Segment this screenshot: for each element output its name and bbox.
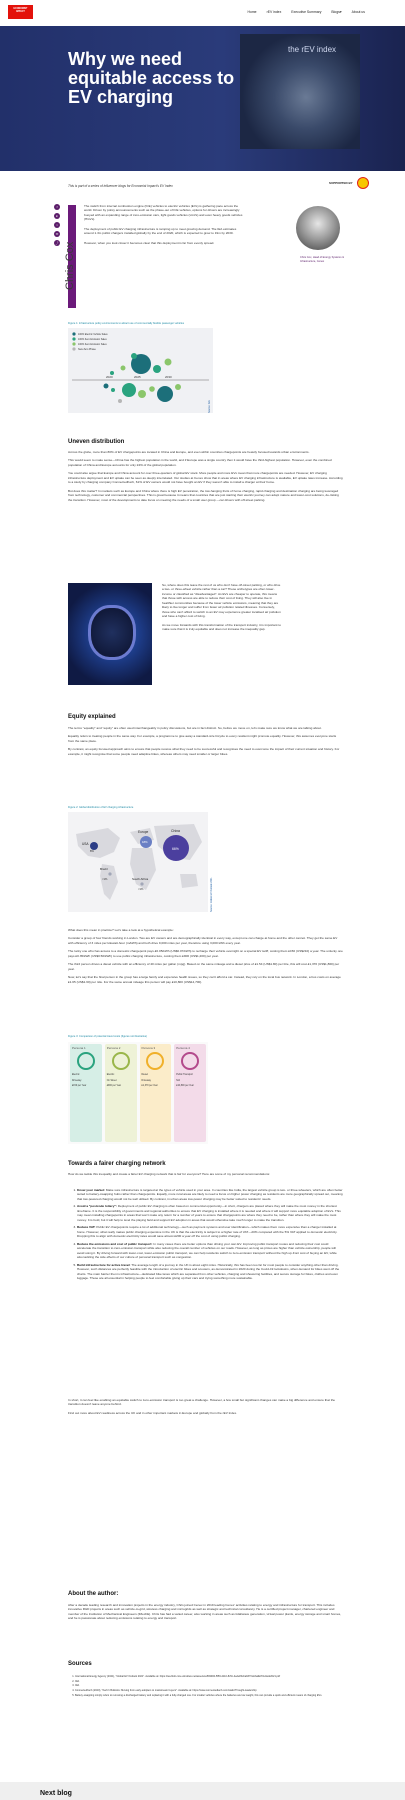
persona-card [174, 1044, 206, 1142]
site-header [0, 0, 405, 26]
list-item-title: Reduce VAT: [77, 1225, 96, 1230]
intro-text [84, 204, 244, 250]
legend-swatch-2 [72, 337, 75, 340]
region-bubble-south-africa [140, 882, 143, 885]
share-bar [54, 204, 60, 246]
author-name: Chris Cox [64, 241, 76, 290]
paragraph: By contrast, an equity focused approach aims to ensure that people receive what they need to be successful and recognises the need to overcome the impact of their current situation and history. For example, it might recognise that some people need adaptive bikes, whereas others may need smaller or larger bikes. [68, 747, 340, 756]
equity-text [68, 726, 343, 760]
persona-cost: £900 per Year [106, 1085, 122, 1087]
bubble [122, 383, 136, 397]
region-share-china: 66% [172, 847, 179, 851]
paragraph: After a decade leading research and innovation projects in the energy industry, Chris joined Cenex in 2019 leading Cenex' activities relating to energy and infrastructure for transport. This includes innovative R&D projects in areas such as vehicle-to-grid, wireless charging and microgrids as well as strategic and technical consultancy. He is a certified project manager, chartered engineer and member of the Institution of Mechanical Engineers (IMechE). Chris has had a varied career, also working in areas such as tidal/wave generation, virtual power plants, energy storage and smart homes, and he is passionate about reducing emissions relating to energy and transport. [68, 1603, 342, 1621]
economist-impact-logo[interactable] [8, 5, 33, 19]
list-item-text: Public EV chargepoints require a lot of additional technology—such as payment systems and user identification—which makes them more expensive than a charger installed at home. However, what really makes public charging expensive in the UK is that the electricity is subject to a higher rate of VAT—20% compared with the 5% VAT applied to domestic electricity. Dropping this to align with domestic electricity rates would save almost £200 a year off the cost of using public charging. [77, 1225, 338, 1239]
facebook-icon[interactable]: f [54, 204, 60, 210]
region-label-brazil: Brazil [100, 867, 108, 871]
source-item[interactable]: 4. ConnectedKerb (2020), "Kerb'n Bollocks: Moving from early adopters to mainstream buyers". Available at: https://www.connectedkerb.com/static/Thought-leadership [75, 1689, 343, 1693]
bubble [138, 390, 146, 398]
legend-swatch-1 [72, 332, 75, 335]
paragraph: Across the globe, more than 80% of EV chargepoints are located in China and Europe, and even within countries chargepoints are heavily focused towards urban environments. [68, 450, 310, 454]
paragraph: In short, it can feel like enabling an equitable switch to zero-emission transport is too great a challenge. However, a few small but significant changes can make a big difference and ensure that the transition doesn't leave anyone behind. [68, 1398, 336, 1407]
heading-sources: Sources [68, 1661, 92, 1667]
nav-about-us[interactable]: About us [351, 10, 365, 14]
bubble [121, 366, 126, 371]
persona-label: Persona 3 [141, 1046, 156, 1050]
persona-parking: Driveway [72, 1079, 82, 1082]
share-icon[interactable]: ⤴ [55, 241, 59, 245]
paragraph: The third person drives a diesel vehicle with an efficiency of 40 miles per gallon (mpg). Based on the same mileage and a diesel price of £1.54 (US$1.80) per litre, this will cost £1,370 (US$1,860) per year. [68, 962, 340, 971]
legend-swatch-4 [72, 347, 75, 350]
region-share-europe: 18% [142, 840, 148, 844]
persona-label: Persona 4 [176, 1046, 190, 1050]
region-share-brazil: <1% [102, 878, 108, 881]
nav-rev-index[interactable]: rEV index [266, 10, 282, 14]
persona-vehicle: Electric [72, 1074, 80, 1077]
persona-label: Persona 2 [106, 1046, 121, 1050]
nav-blogs[interactable] [331, 10, 341, 15]
region-label-europe: Europe [138, 830, 149, 834]
bubble [149, 386, 155, 392]
region-share-south-africa: <1% [138, 888, 144, 891]
figure2-title: Figure 2: Global distribution of EV charging infrastructure [68, 806, 134, 809]
paragraph: So, where does this leave the rest of us who don't have off-street parking, or who drive a two- or three-wheel vehicle rather than a car? These archetypes are often lower-income or classified as "disadvantaged". As EVs are cheaper to operate, this means that those with access are able to reduce their cost of living. They will also live in healthier communities because of the lower vehicle emissions, meaning that they are likely to live longer and suffer from fewer air pollution related illnesses. Conversely, those who can't afford to switch to an EV may experience greater localised air pollution and have a higher cost of living. [162, 583, 281, 619]
bubble [157, 386, 173, 402]
persona-parking: N/A [176, 1079, 181, 1082]
landmass-australia [180, 874, 198, 888]
linkedin-icon[interactable]: in [55, 214, 59, 218]
series-note: This is part of a series of influencer blogs for Economist Impact's EV Index [68, 184, 173, 188]
persona-cost: £150 per Year [72, 1085, 87, 1087]
heading-fairer-network: Towards a fairer charging network [68, 1161, 166, 1167]
rev-index-label: the rEV index [288, 45, 337, 54]
region-label-usa: USA [82, 842, 89, 846]
figure1-title: Figure 1: Infrastructure policy environments to attract use of commercially flexible passenger vehicles [68, 322, 185, 325]
persona-card [140, 1044, 172, 1142]
persona-icon [112, 1052, 130, 1070]
paragraph: What does this mean in practice? Let's take a look at a hypothetical example: [68, 928, 174, 932]
logo-line2: IMPACT [16, 10, 25, 13]
region-bubble-usa [90, 842, 98, 850]
figure1-svg [68, 328, 213, 413]
legend-swatch-3 [72, 342, 75, 345]
source-item: 2. Ibid. [75, 1680, 343, 1684]
persona-parking: Driveway [141, 1079, 151, 1082]
nav-blogs-label: Blogs [331, 10, 340, 14]
main-nav [248, 10, 365, 15]
region-label-south-africa: South Africa [132, 877, 149, 881]
list-item [77, 1204, 343, 1222]
year-label: 2025 [134, 375, 141, 379]
legend-label-1: 100% Electric Vehicle Sales [78, 333, 108, 336]
heading-equity-explained: Equity explained [68, 714, 116, 720]
bubble [118, 399, 122, 403]
list-item-text: The average length of a journey in the UK is about eight miles. Historically, this has been too far for most people to consider anything other than driving. However, such distances are perfectly feasible with the introduction of electric bikes and scooters, as demonstrated in 2020 during the Covid-19 lockdowns, when demand for bikes went off the charts. The main barrier then is infrastructure—dedicated bike lanes which are separated from other vehicles, charging and showering facilities, and secure storage for bikes, clothes and even luggage. These are all essential in helping people to feel comfortable giving up their cars and trying something more sustainable. [77, 1262, 340, 1281]
legend-label-2: 100% Zero Emission Sales [78, 338, 107, 341]
figure1-chart [68, 328, 213, 413]
chevron-down-icon: ▾ [339, 10, 342, 14]
paragraph: Consider a group of four friends working in London. Two are EV owners and are demographically identical in every way, except one can charge at home and the other cannot. They get the same EV with efficiency of 3 miles per kilowatt-hour (m/kWh) and both drive 9,000 miles per year, therefore using 3,000 kWh every year. [68, 936, 338, 945]
example-text [68, 928, 343, 988]
charger-socket-graphic [88, 605, 136, 660]
persona-icon [77, 1052, 95, 1070]
year-label: 2030 [165, 375, 172, 379]
persona-icon [181, 1052, 199, 1070]
bubble [175, 384, 181, 390]
paragraph: Equality refers to treating people in the same way. For example, a programme to give away a standard-size bicycle to every resident might promote equality. However, this assumes everyone starts from the same place. [68, 734, 337, 743]
persona-vehicle: Public Transport [176, 1074, 193, 1077]
uneven-text [68, 450, 343, 506]
year-label: 2020 [106, 375, 113, 379]
logo-line1: ECONOMIST [13, 8, 28, 10]
legend-label-3: 100% Zero Emission Sales [78, 343, 107, 346]
persona-cost: £1,370 per Year [141, 1085, 158, 1087]
author-caption: Chris Cox, Head of Energy Systems & Infrastructure, Cenex [300, 256, 344, 263]
heading-about-author: About the author: [68, 1591, 119, 1597]
region-label-china: China [171, 829, 180, 833]
bubble [165, 359, 172, 366]
fairer-conclusion [68, 1398, 343, 1419]
persona-icon [146, 1052, 164, 1070]
figure3-title: Figure 3: Comparison of potential travel costs (figures not illustrative) [68, 1035, 147, 1038]
author-avatar [296, 206, 340, 250]
world-map [68, 812, 208, 912]
intro-para: The switch from internal combustion engine (ICE) vehicles to electric vehicles (EVs) is gathering pace across the world. Driven by policy announcements such as the phase-out of ICE vehicles, options for drivers are increasingly buoyed with an expanding range of zero-emission cars, light goods vehicles (LGVs) and even heavy goods vehicles (HGVs). [84, 204, 243, 222]
persona-cost: £10,800 per Year [176, 1085, 194, 1087]
intro-para: However, when you look closer it becomes clear that this deployment is far from evenly spread. [84, 240, 215, 245]
nav-home[interactable]: Home [247, 10, 257, 14]
source-item: 5. Battery-swapping simply refers to removing a discharged battery and replacing it with a fully-charged one. For smaller vehicles where the batteries are low weight, this can provide a quick and efficient means of charging EVs. [75, 1694, 343, 1698]
list-item-title: Know your market: [77, 1188, 106, 1192]
region-bubble-brazil [108, 872, 111, 875]
paragraph: You could also argue that Europe and China account for over three-quarters of global EV stock. More people and more EVs mean that more chargepoints are needed. However, EV charging infrastructure deployment and EV uptake can be seen as deeply interrelated. Our studies at Cenex show that in areas where EV charging infrastructure is available, EV uptake rates increase. According to a study by charging company ConnectedKerb, 61% of EV owners would not have bought an EV if they weren't able to install a charger at their home. [68, 471, 343, 485]
list-item [77, 1225, 343, 1238]
persona-label: Persona 1 [72, 1046, 86, 1050]
paragraph: The terms "equality" and "equity" are often used interchangeably in policy discussions, but are in fact distinct. So, before we move on, let's make sure we know what we are talking about. [68, 726, 322, 730]
list-item-text: Make sure infrastructure is targeted at the types of vehicle used in your area. In countries like India, the largest vehicle group is two- or three-wheelers, which are often better suited to battery-swapping hubs rather than chargepoints. Equally, more rural areas are likely to need a focus on higher power charging as residents are more geographically spread out, meaning that low-powered charging would not be well utilised. By contrast, in urban areas low-power charging may be better suited to residents' needs. [77, 1188, 343, 1201]
paragraph: This would seem to make sense—China has the highest population in the world, and if Europe was a single country then it would have the third-highest population. However, even the combined population of China and Europe accounts for only 24% of the global population. [68, 458, 332, 467]
paragraph: Find out more about EV readiness across the UK and in other important markets in Europe and globally from the rEV Index. [68, 1410, 238, 1415]
map-svg [68, 812, 208, 912]
list-item [77, 1242, 343, 1260]
figure2-source: Source: Global EV Outlook 2021 [210, 877, 213, 912]
inequality-text [162, 583, 282, 636]
figure1-source: Source: IEA [208, 400, 211, 413]
list-item-text: Deployment of public EV charging is often based on commercial opportunity—in short, chargers are placed where they will make the most money in the shortest timeframe. It is the responsibility of governments and regional authorities to ensure that EV charging is installed where it is needed and where it will support more equitable adoption of EVs. This may mean installing chargepoints in areas that won't make any return for a number of years to ensure that chargepoints are where they need to be, rather than where they will make the most money. It is bold, but it will help to level the playing field and support EV adoption in areas that would otherwise take much longer to make the transition. [77, 1204, 341, 1222]
paragraph: As we move forwards with this transformation of the transport industry, it is important to make sure that it is truly equitable and does not increase the inequality gap. [162, 622, 281, 632]
bubble [153, 365, 161, 373]
next-blog-heading: Next blog [40, 1790, 72, 1797]
persona-vehicle: Electric [106, 1074, 115, 1077]
bubble [131, 353, 137, 359]
paragraph: The lucky one who has access to a domestic chargepoint pays £0.05/kWh (US$0.07/kWh) to recharge their vehicle overnight on a special EV tariff, costing them £150 (US$210) a year. The unlucky one pays £0.35/kWh (US$0.50/kWh) to use public charging infrastructure, costing them £900 (US$1,200) per year. [68, 949, 343, 958]
fairer-intro [68, 1172, 343, 1180]
list-item [77, 1263, 343, 1281]
persona-parking: On Street [106, 1079, 117, 1082]
persona-comparison [68, 1042, 208, 1144]
page-title: Why we need equitable access to EV charging [68, 49, 235, 107]
about-text [68, 1603, 343, 1625]
list-item-title: Reduce the emissions and cost of public transport: [77, 1241, 153, 1246]
hero-banner [0, 26, 405, 171]
nav-executive-summary[interactable]: Executive Summary [291, 10, 322, 14]
persona-card [70, 1044, 102, 1142]
sources-list [68, 1675, 343, 1698]
source-item[interactable]: 1. International Energy Agency (2021), "Global EV Outlook 2021". Available at: https://iea.blob.core.windows.net/assets/ed5f4484-f556-4110-8c5c-4ede8bcba637/GlobalEVOutlook2021.pdf [75, 1675, 343, 1679]
email-icon[interactable]: ✉ [55, 232, 59, 236]
recommendations-list [68, 1188, 343, 1284]
bubble [104, 384, 109, 389]
persona-card [105, 1044, 137, 1142]
shell-logo[interactable] [357, 177, 369, 189]
legend-label-4: New Zero Phase [78, 348, 96, 351]
bubble [110, 371, 114, 375]
list-item-title: Avoid a "postcode lottery": [77, 1204, 117, 1209]
list-item-title: Build infrastructure for active travel: [77, 1262, 131, 1267]
region-share-usa: 8% [90, 850, 94, 853]
paragraph: How do we tackle this inequality and create a fairer EV charging network that is fair for everyone? Here are some of my personal recommendations: [68, 1172, 271, 1176]
list-item [77, 1188, 343, 1201]
twitter-icon[interactable]: t [54, 222, 60, 228]
paragraph: Now, let's say that the final person in the group has a large family and expensive health issues, so they can't afford a car. Instead, they rely on the local bus network. In London, a bus costs on average £1.65 (US$1.60) per ride. For the same annual mileage this person will pay £10,800 (US$14,700). [68, 975, 341, 984]
heading-uneven-distribution: Uneven distribution [68, 439, 125, 445]
persona-vehicle: Diesel [141, 1074, 148, 1077]
bubble [111, 388, 115, 392]
source-item: 3. Ibid. [75, 1684, 343, 1688]
intro-para: The deployment of public EV charging infrastructure is ramping up to meet growing demand. The IEA estimates around 1.3m public chargers installed globally by the end of 2020, which is expected to grow to 19m by 2030. [84, 226, 237, 236]
supported-by-label: SUPPORTED BY [329, 181, 353, 185]
paragraph: But does this matter? In markets such as Europe and China where there is high EV penetration, the low-hanging fruits of home charging, rapid charging and destination charging are being leveraged from technology, customer and commercial perspectives. This is great because it means that countries that are just starting their electric journey can adopt mature and lower-cost solutions, de-risking the transition. However, most of the developments to date focus on meeting the needs of a small user group —car drivers with off-street parking. [68, 488, 339, 502]
list-item-text: In many cases there are better options than driving your own EV. Improving public transport routes and reducing their cost could accelerate the transition to zero-emission transport while also reducing the overall number of vehicles on our roads. However, as long as prices are higher than vehicle ownership, people will avoid using it. By driving forward with lower-cost, lower-emission public transport, we can help residents switch to zero-emission transport without the high up-front cost of buying an EV, while also tackling the side effects of our culture of personal transport such as congestion. [77, 1241, 337, 1260]
